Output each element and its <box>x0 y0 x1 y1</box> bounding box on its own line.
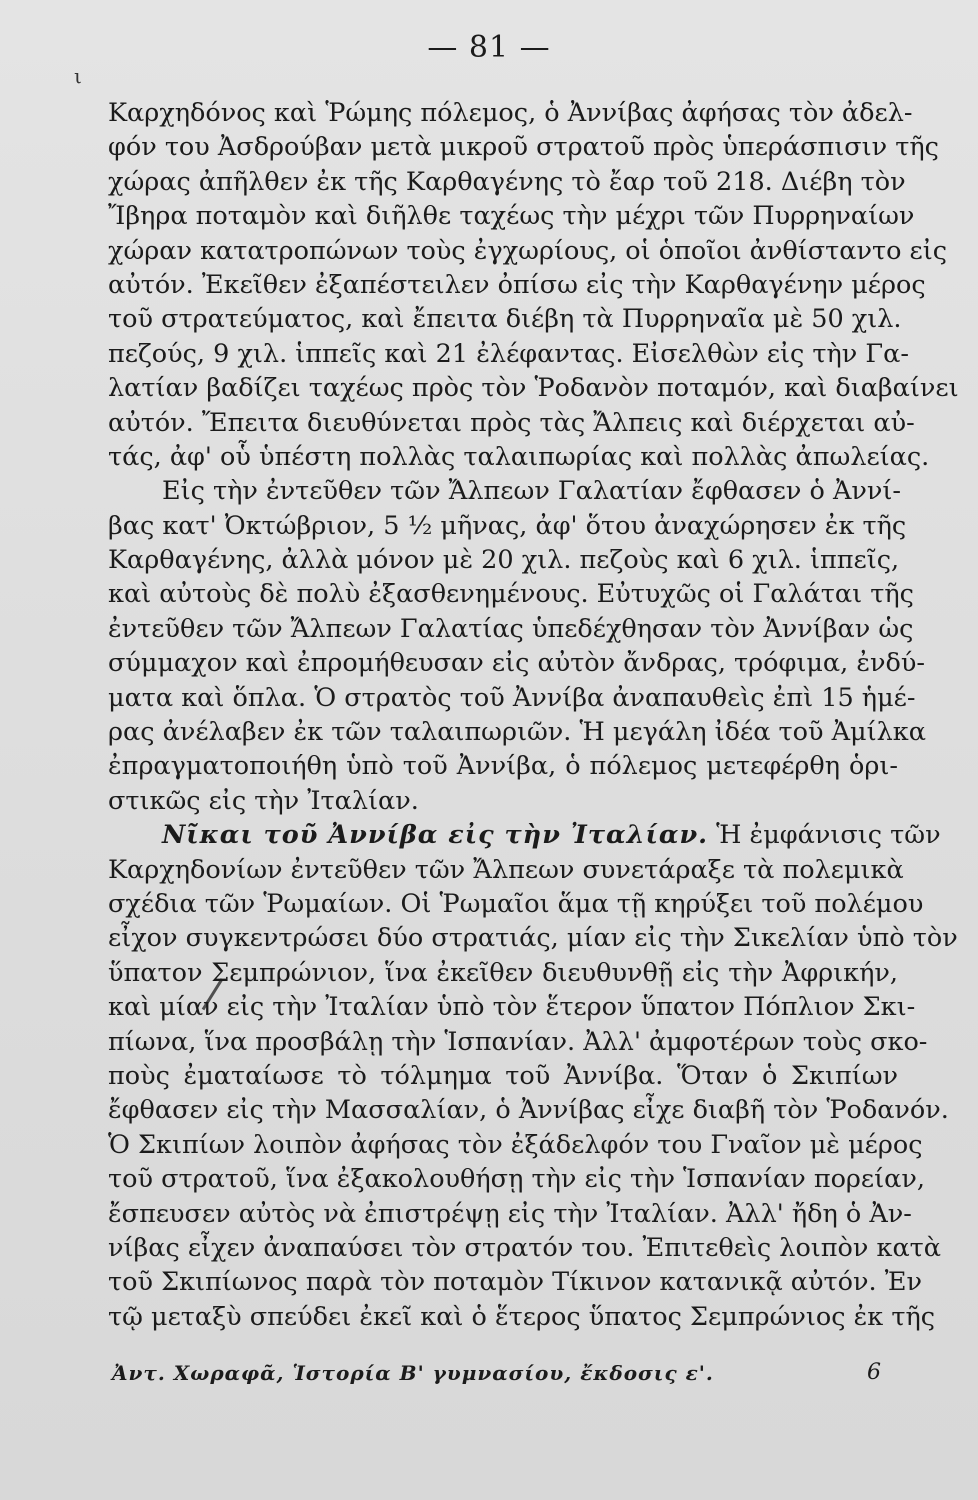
text-line: στικῶς εἰς τὴν Ἰταλίαν. <box>108 785 419 816</box>
signature-mark: 6 <box>867 1360 882 1385</box>
text-line: αὐτόν. Ἐκεῖθεν ἐξαπέστειλεν ὀπίσω εἰς τὴν Καρθαγένην μέρος <box>108 269 926 300</box>
text-line: λατίαν βαδίζει ταχέως πρὸς τὸν Ῥοδανὸν ποταμόν, καὶ διαβαίνει <box>108 373 959 404</box>
text-line: σχέδια τῶν Ῥωμαίων. Οἱ Ῥωμαῖοι ἅμα τῇ κηρύξει τοῦ πολέμου <box>108 888 924 919</box>
text-line: πίωνα, ἵνα προσβάλῃ τὴν Ἱσπανίαν. Ἀλλ' ἀμφοτέρων τοὺς σκο- <box>108 1026 928 1057</box>
heading-continuation: Ἡ ἐμφάνισις τῶν <box>716 820 941 851</box>
text-line: Καρθαγένης, ἀλλὰ μόνον μὲ 20 χιλ. πεζοὺς καὶ 6 χιλ. ἱππεῖς, <box>108 545 900 576</box>
text-line: Ὁ Σκιπίων λοιπὸν ἀφήσας τὸν ἐξάδελφόν του Γναῖον μὲ μέρος <box>108 1129 923 1160</box>
text-line: ἔφθασεν εἰς τὴν Μασσαλίαν, ὁ Ἀννίβας εἶχε διαβῆ τὸν Ῥοδανόν. <box>108 1095 949 1126</box>
text-line: τάς, ἀφ' οὗ ὑπέστη πολλὰς ταλαιπωρίας καὶ πολλὰς ἀπωλείας. <box>108 441 930 472</box>
text-line: ρας ἀνέλαβεν ἐκ τῶν ταλαιπωριῶν. Ἡ μεγάλη ἰδέα τοῦ Ἀμίλκα <box>108 717 926 748</box>
text-line: Καρχηδονίων ἐντεῦθεν τῶν Ἄλπεων συνετάραξε τὰ πολεμικὰ <box>108 854 904 885</box>
text-line: φόν του Ἀσδρούβαν μετὰ μικροῦ στρατοῦ πρὸς ὑπεράσπισιν τῆς <box>108 132 939 163</box>
text-line: βας κατ' Ὀκτώβριον, 5 ½ μῆνας, ἀφ' ὅτου ἀναχώρησεν ἐκ τῆς <box>108 510 907 541</box>
body-text <box>108 96 959 1334</box>
text-line: τοῦ στρατεύματος, καὶ ἔπειτα διέβη τὰ Πυρρηναῖα μὲ 50 χιλ. <box>108 304 902 335</box>
text-line: ματα καὶ ὅπλα. Ὁ στρατὸς τοῦ Ἀννίβα ἀναπαυθεὶς ἐπὶ 15 ἡμέ- <box>108 682 916 713</box>
text-line: ὕπατον Σεμπρώνιον, ἵνα ἐκεῖθεν διευθυνθῇ εἰς τὴν Ἀφρικήν, <box>108 957 898 988</box>
text-line: Εἰς τὴν ἐντεῦθεν τῶν Ἄλπεων Γαλατίαν ἔφθασεν ὁ Ἀννί- <box>162 476 901 507</box>
section-heading: Νῖκαι τοῦ Ἀννίβα εἰς τὴν Ἰταλίαν. <box>162 820 709 851</box>
text-line: χώρας ἀπῆλθεν ἐκ τῆς Καρθαγένης τὸ ἔαρ τοῦ 218. Διέβη τὸν <box>108 166 906 197</box>
footer-citation: Ἀντ. Χωραφᾶ, Ἱστορία Β' γυμνασίου, ἔκδοσις ε'. <box>112 1361 714 1385</box>
text-line: πεζούς, 9 χιλ. ἱππεῖς καὶ 21 ἐλέφαντας. Εἰσελθὼν εἰς τὴν Γα- <box>108 338 909 369</box>
text-line: νίβας εἶχεν ἀναπαύσει τὸν στρατόν του. Ἐπιτεθεὶς λοιπὸν κατὰ <box>108 1232 941 1263</box>
text-line: τῷ μεταξὺ σπεύδει ἐκεῖ καὶ ὁ ἕτερος ὕπατος Σεμπρώνιος ἐκ τῆς <box>108 1301 936 1332</box>
text-line: ἔσπευσεν αὐτὸς νὰ ἐπιστρέψῃ εἰς τὴν Ἰταλίαν. Ἀλλ' ἤδη ὁ Ἀν- <box>108 1198 912 1229</box>
text-line: καὶ αὐτοὺς δὲ πολὺ ἐξασθενημένους. Εὐτυχῶς οἱ Γαλάται τῆς <box>108 579 914 610</box>
text-line: ἐντεῦθεν τῶν Ἄλπεων Γαλατίας ὑπεδέχθησαν τὸν Ἀννίβαν ὡς <box>108 613 914 644</box>
text-line: τοῦ Σκιπίωνος παρὰ τὸν ποταμὸν Τίκινον κατανικᾷ αὐτόν. Ἐν <box>108 1267 922 1298</box>
text-line: εἶχον συγκεντρώσει δύο στρατιάς, μίαν εἰς τὴν Σικελίαν ὑπὸ τὸν <box>108 923 958 954</box>
page-number: — 81 — <box>427 30 551 65</box>
text-line: ποὺς ἐματαίωσε τὸ τόλμημα τοῦ Ἀννίβα. Ὅταν ὁ Σκιπίων <box>108 1060 898 1091</box>
text-line: αὐτόν. Ἔπειτα διευθύνεται πρὸς τὰς Ἄλπεις καὶ διέρχεται αὐ- <box>108 407 915 438</box>
footer <box>112 1358 882 1388</box>
section-heading-line <box>108 818 941 852</box>
text-line: Καρχηδόνος καὶ Ῥώμης πόλεμος, ὁ Ἀννίβας ἀφήσας τὸν ἀδελ- <box>108 98 913 128</box>
margin-mark: ι <box>74 64 82 88</box>
text-line: Ἴβηρα ποταμὸν καὶ διῆλθε ταχέως τὴν μέχρι τῶν Πυρρηναίων <box>108 201 915 232</box>
text-line: ἐπραγματοποιήθη ὑπὸ τοῦ Ἀννίβα, ὁ πόλεμος μετεφέρθη ὁρι- <box>108 751 898 782</box>
text-line: χώραν κατατροπώνων τοὺς ἐγχωρίους, οἱ ὁποῖοι ἀνθίσταντο εἰς <box>108 235 948 266</box>
text-line: σύμμαχον καὶ ἐπρομήθευσαν εἰς αὐτὸν ἄνδρας, τρόφιμα, ἐνδύ- <box>108 648 926 679</box>
text-line: τοῦ στρατοῦ, ἵνα ἐξακολουθήσῃ τὴν εἰς τὴν Ἱσπανίαν πορείαν, <box>108 1164 925 1195</box>
text-line: καὶ μίαν εἰς τὴν Ἰταλίαν ὑπὸ τὸν ἕτερον ὕπατον Πόπλιον Σκι- <box>108 992 916 1023</box>
